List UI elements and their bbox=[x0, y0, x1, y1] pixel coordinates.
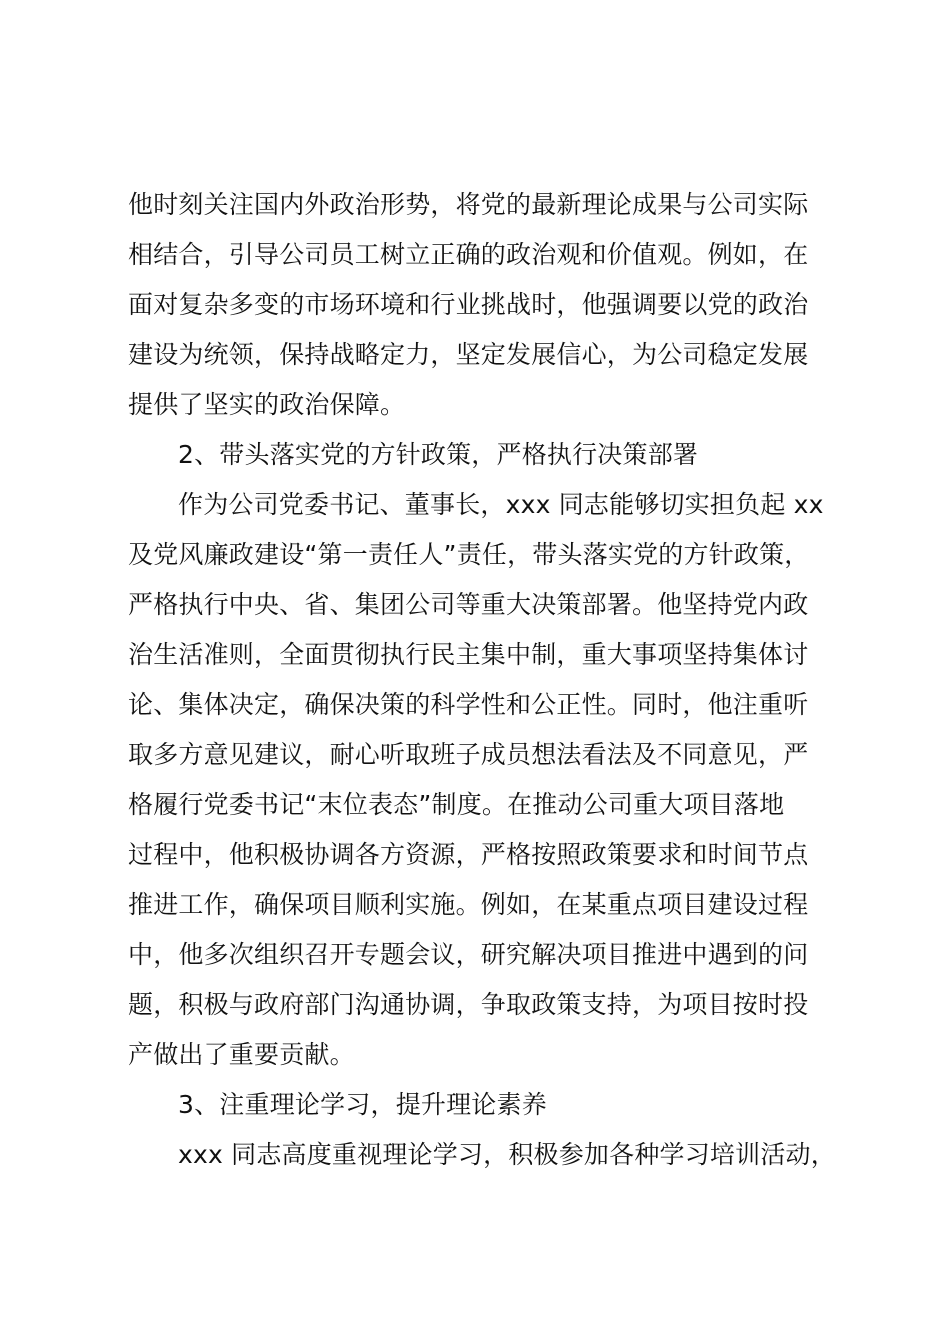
paragraph-line: 产做出了重要贡献。 bbox=[128, 1040, 355, 1069]
section-heading-2: 2、带头落实党的方针政策，严格执行决策部署 bbox=[178, 440, 699, 469]
paragraph-line: 严格执行中央、省、集团公司等重大决策部署。他坚持党内政 bbox=[128, 590, 809, 619]
paragraph-line: 中，他多次组织召开专题会议，研究解决项目推进中遇到的问 bbox=[128, 940, 809, 969]
paragraph-line: 取多方意见建议，耐心听取班子成员想法看法及不同意见，严 bbox=[128, 740, 809, 769]
section-heading-3: 3、注重理论学习，提升理论素养 bbox=[178, 1090, 547, 1119]
paragraph-line: 治生活准则，全面贯彻执行民主集中制，重大事项坚持集体讨 bbox=[128, 640, 809, 669]
paragraph-line: 论、集体决定，确保决策的科学性和公正性。同时，他注重听 bbox=[128, 690, 809, 719]
paragraph-line: 作为公司党委书记、董事长，xxx 同志能够切实担负起 xx bbox=[178, 490, 824, 519]
paragraph-line: xxx 同志高度重视理论学习，积极参加各种学习培训活动， bbox=[178, 1140, 836, 1169]
paragraph-line: 提供了坚实的政治保障。 bbox=[128, 390, 406, 419]
paragraph-line: 他时刻关注国内外政治形势，将党的最新理论成果与公司实际 bbox=[128, 190, 809, 219]
paragraph-line: 建设为统领，保持战略定力，坚定发展信心，为公司稳定发展 bbox=[128, 340, 809, 369]
paragraph-line: 面对复杂多变的市场环境和行业挑战时，他强调要以党的政治 bbox=[128, 290, 809, 319]
paragraph-line: 题，积极与政府部门沟通协调，争取政策支持，为项目按时投 bbox=[128, 990, 809, 1019]
paragraph-line: 格履行党委书记“末位表态”制度。在推动公司重大项目落地 bbox=[128, 790, 785, 819]
paragraph-line: 过程中，他积极协调各方资源，严格按照政策要求和时间节点 bbox=[128, 840, 809, 869]
paragraph-line: 及党风廉政建设“第一责任人”责任，带头落实党的方针政策， bbox=[128, 540, 810, 569]
paragraph-line: 推进工作，确保项目顺利实施。例如，在某重点项目建设过程 bbox=[128, 890, 809, 919]
paragraph-line: 相结合，引导公司员工树立正确的政治观和价值观。例如，在 bbox=[128, 240, 809, 269]
